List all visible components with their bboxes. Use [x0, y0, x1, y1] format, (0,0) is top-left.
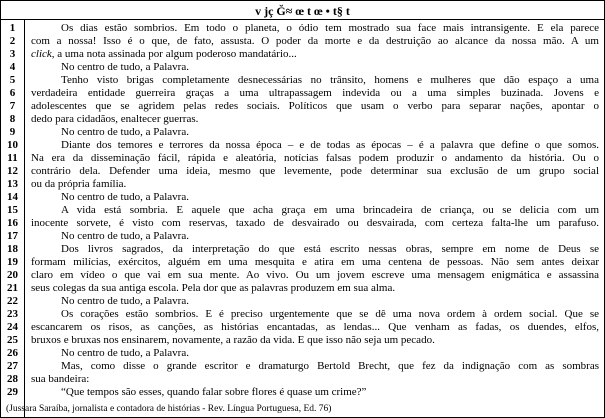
line-number: 23	[7, 308, 18, 320]
text-line: bruxos e bruxas nos ensinarem, novamente, a razão da vida. E que isso não seja um pecado.	[31, 334, 435, 346]
text-line: verdadeira entidade guerreira graças a uma ultrapassagem indevida ou a uma simples buzinada. Jovens e	[31, 87, 599, 99]
line-number: 1	[9, 22, 16, 34]
text-line: sua bandeira:	[31, 373, 90, 385]
quote-line: “Que tempos são esses, quando falar sobre flores é quase um crime?”	[61, 386, 367, 398]
line-number: 29	[7, 386, 18, 398]
line-number-column	[1, 22, 24, 399]
text-line: ou da própria família.	[31, 178, 127, 190]
refrain-line: No centro de tudo, a Palavra.	[61, 230, 189, 242]
line-number: 7	[9, 100, 16, 112]
refrain-line: No centro de tudo, a Palavra.	[61, 61, 189, 73]
line-number: 25	[7, 334, 18, 346]
text-line: seus colegas da sua antiga escola. Pela dor que as palavras produzem em sua alma.	[31, 282, 396, 294]
text-line: Os dias estão sombrios. Em todo o planeta, o ódio tem mostrado sua face mais intransigente. E ela parece	[61, 22, 599, 34]
line-number: 16	[7, 217, 18, 229]
text-line: escancarem os risos, as canções, as histórias encantadas, as lendas... Que venham as fadas, os duendes, elfos,	[31, 321, 599, 333]
line-number: 22	[7, 295, 18, 307]
title-divider	[1, 19, 604, 20]
line-number: 18	[7, 243, 18, 255]
line-number: 11	[7, 152, 18, 164]
line-number: 24	[7, 321, 18, 333]
text-line: dedo para cidadãos, enaltecer guerras.	[31, 113, 199, 125]
line-number: 8	[9, 113, 16, 125]
line-number: 21	[7, 282, 18, 294]
text-line: click, a uma nota assinada por algum poderoso mandatário...	[31, 48, 297, 60]
text-line: inocente sorvete, é visto com reservas, taxado de desvairado ou desvairada, com certeza falta-lhe um parafuso.	[31, 217, 599, 229]
text-body	[31, 22, 599, 399]
line-number: 4	[9, 61, 16, 73]
refrain-line: No centro de tudo, a Palavra.	[61, 347, 189, 359]
line-number: 17	[7, 230, 18, 242]
line-number-divider	[24, 19, 25, 417]
line-number: 12	[7, 165, 18, 177]
line-number: 13	[7, 178, 18, 190]
line-number: 20	[7, 269, 18, 281]
line-number: 6	[9, 87, 16, 99]
refrain-line: No centro de tudo, a Palavra.	[61, 191, 189, 203]
line-number: 28	[7, 373, 18, 385]
line-number: 26	[7, 347, 18, 359]
text-line: A vida está sombria. E aquele que acha graça em uma brincadeira de criança, ou se delicia com um	[61, 204, 599, 216]
text-title: v jç Ğ≈ œ t œ • t§ t	[255, 4, 350, 18]
text-line: Diante dos temores e terrores da nossa época – e de todas as épocas – é a palavra que define o que somos.	[61, 139, 599, 151]
text-line: formam milícias, exércitos, alguém em uma mesquita e atira em uma centena de pessoas. Não sem antes deixar	[31, 256, 599, 268]
line-number: 15	[7, 204, 18, 216]
text-line: Mas, como disse o grande escritor e dramaturgo Bertold Brecht, que fez da indignação com as sombras	[61, 360, 599, 372]
line-number: 10	[7, 139, 18, 151]
line-number: 3	[9, 48, 16, 60]
source-citation: (Jussara Saraíba, jornalista e contadora de histórias - Rev. Língua Portuguesa, Ed. 76)	[6, 404, 332, 414]
line-number: 9	[9, 126, 16, 138]
text-line: adolescentes que se agridem pelas redes sociais. Políticos que usam o verbo para separar nações, apontar o	[31, 100, 599, 112]
line-number: 14	[7, 191, 18, 203]
refrain-line: No centro de tudo, a Palavra.	[61, 126, 189, 138]
refrain-line: No centro de tudo, a Palavra.	[61, 295, 189, 307]
line-number: 27	[7, 360, 18, 372]
text-line: Os corações estão sombrios. E é preciso urgentemente que se dê uma nova ordem à ordem social. Que se	[61, 308, 599, 320]
text-line: claro em vídeo o que vai em sua mente. Ao vivo. Ou um jovem escreve uma mensagem enigmática e assassina	[31, 269, 599, 281]
line-number: 2	[9, 35, 16, 47]
text-line: Tenho visto brigas completamente desnecessárias no trânsito, homens e mulheres que dão espaço a uma	[61, 74, 599, 86]
line-number: 5	[9, 74, 16, 86]
text-line: Dos livros sagrados, da interpretação do que está escrito nessas obras, sempre em nome de Deus se	[61, 243, 599, 255]
text-line: contrário dela. Defender uma ideia, mesmo que levemente, pode determinar sua exclusão de um grupo social	[31, 165, 599, 177]
line-number: 19	[7, 256, 18, 268]
text-line: com a nossa! Isso é o que, de fato, assusta. O poder da morte e da destruição ao alcance da nossa mão. A um	[31, 35, 599, 47]
text-line: Na era da disseminação fácil, rápida e aleatória, notícias falsas podem produzir o andamento da história. Ou o	[31, 152, 599, 164]
